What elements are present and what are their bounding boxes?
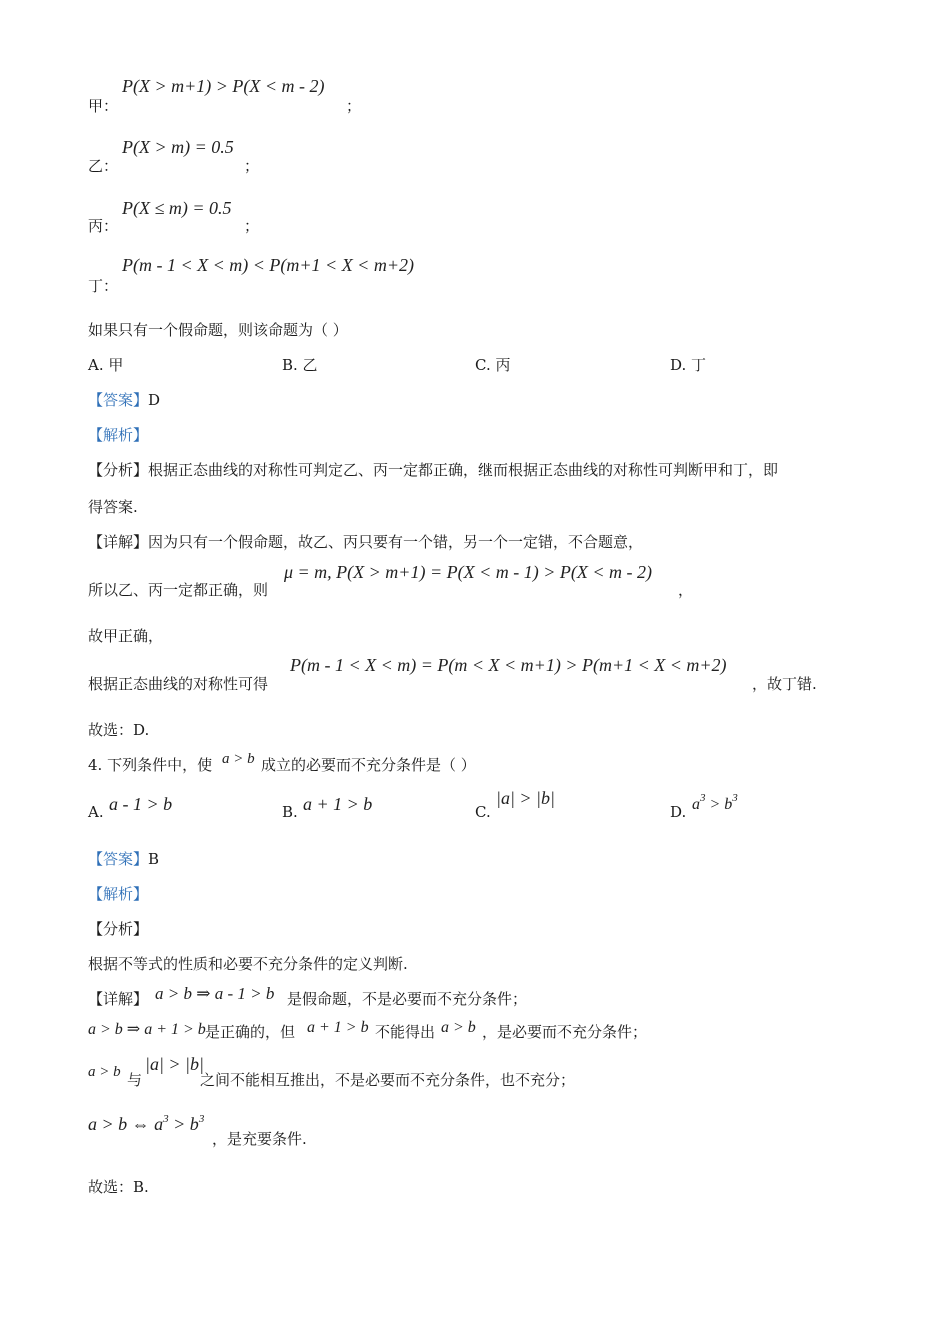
detail-text-3: ，是必要而不充分条件； <box>482 1023 648 1041</box>
option-letter: D. <box>670 803 687 821</box>
q4-analysis-heading <box>88 883 148 905</box>
q4-prompt-pre: 4. 下列条件中，使 <box>88 756 213 774</box>
prop-formula: P(m - 1 < X < m) < P(m+1 < X < m+2) <box>122 255 414 275</box>
detail-formula-2: a + 1 > b <box>307 1019 369 1036</box>
option-formula: $a^3 > b^3$ <box>692 792 738 813</box>
option-letter: B. <box>282 803 298 821</box>
prop-end: ； <box>244 157 260 175</box>
detail-text-2: 之间不能相互推出，不是必要而不充分条件，也不充分； <box>200 1071 576 1089</box>
prop-label: 乙： <box>88 157 119 175</box>
detail-text: ，是充要条件. <box>212 1130 307 1148</box>
q4-fenxi-heading: 【分析】 <box>88 920 149 938</box>
detail-text: 因为只有一个假命题，故乙、丙只要有一个错，另一个一定错，不合题意， <box>148 533 644 551</box>
detail-end: ， <box>678 581 694 599</box>
detail-text: 根据正态曲线的对称性可得 <box>88 675 269 693</box>
fenxi-tag: 【分析】 <box>88 461 149 479</box>
detail-text: 是正确的，但 <box>205 1023 296 1041</box>
detail-end: ，故丁错. <box>752 675 817 693</box>
q3-option-c: C. 丙 <box>475 356 511 374</box>
q4-answer <box>88 848 159 870</box>
answer-tag: 【答案】 <box>88 391 149 409</box>
detail-tag: 【详解】 <box>88 533 149 551</box>
q4-prompt-post: 成立的必要而不充分条件是（ ） <box>261 756 476 774</box>
analysis-tag: 【解析】 <box>88 885 149 903</box>
option-formula: a + 1 > b <box>303 794 373 814</box>
detail-text-2: 不能得出 <box>375 1023 436 1041</box>
q3-analysis-heading <box>88 424 148 446</box>
q3-option-a: A. 甲 <box>88 356 124 374</box>
answer-value: B <box>148 850 160 868</box>
prop-label: 丙： <box>88 217 119 235</box>
detail-formula: μ = m, P(X > m+1) = P(X < m - 1) > P(X < m - 2) <box>284 562 652 582</box>
option-formula: a - 1 > b <box>109 794 173 814</box>
q4-fenxi-text: 根据不等式的性质和必要不充分条件的定义判断. <box>88 955 408 973</box>
prop-label: 丁： <box>88 277 119 295</box>
q3-fenxi-line2: 得答案. <box>88 498 138 516</box>
detail-tag: 【详解】 <box>88 990 149 1008</box>
prop-formula: P(X > m) = 0.5 <box>122 137 234 157</box>
q3-detail-line1 <box>88 531 643 553</box>
detail-formula: a > b ⇒ a + 1 > b <box>88 1021 206 1038</box>
detail-text: 所以乙、丙一定都正确，则 <box>88 581 269 599</box>
q3-option-b: B. 乙 <box>282 356 318 374</box>
q3-prompt: 如果只有一个假命题，则该命题为（ ） <box>88 321 348 339</box>
detail-formula-3: a > b <box>441 1019 476 1036</box>
answer-tag: 【答案】 <box>88 850 149 868</box>
q3-option-d: D. 丁 <box>670 356 707 374</box>
prop-formula: P(X ≤ m) = 0.5 <box>122 198 232 218</box>
detail-formula: a > b ⇔ $a^3 > b^3$ <box>88 1113 205 1134</box>
prop-end: ； <box>244 217 260 235</box>
q4-prompt-math: a > b <box>222 751 255 767</box>
answer-value: D <box>148 391 161 409</box>
detail-text: 与 <box>127 1071 143 1089</box>
prop-formula: P(X > m+1) > P(X < m - 2) <box>122 76 325 96</box>
option-letter: C. <box>475 803 491 821</box>
option-formula: |a| > |b| <box>496 788 555 808</box>
analysis-tag: 【解析】 <box>88 426 149 444</box>
prop-end: ； <box>346 97 362 115</box>
detail-formula: P(m - 1 < X < m) = P(m < X < m+1) > P(m+1 < X < m+2) <box>290 655 727 675</box>
detail-formula: a > b <box>88 1064 121 1080</box>
q3-answer <box>88 389 160 411</box>
q3-fenxi-line1 <box>88 459 778 481</box>
q4-conclusion: 故选：B. <box>88 1178 149 1196</box>
q3-detail-line3: 故甲正确， <box>88 627 164 645</box>
detail-text: 是假命题，不是必要而不充分条件； <box>287 990 528 1008</box>
fenxi-text: 根据正态曲线的对称性可判定乙、丙一定都正确，继而根据正态曲线的对称性可判断甲和丁，即 <box>148 461 779 479</box>
detail-formula: a > b ⇒ a - 1 > b <box>155 984 275 1003</box>
detail-formula-2: |a| > |b| <box>145 1054 204 1074</box>
prop-label: 甲： <box>88 97 119 115</box>
q3-conclusion: 故选：D. <box>88 721 150 739</box>
option-letter: A. <box>88 803 104 821</box>
